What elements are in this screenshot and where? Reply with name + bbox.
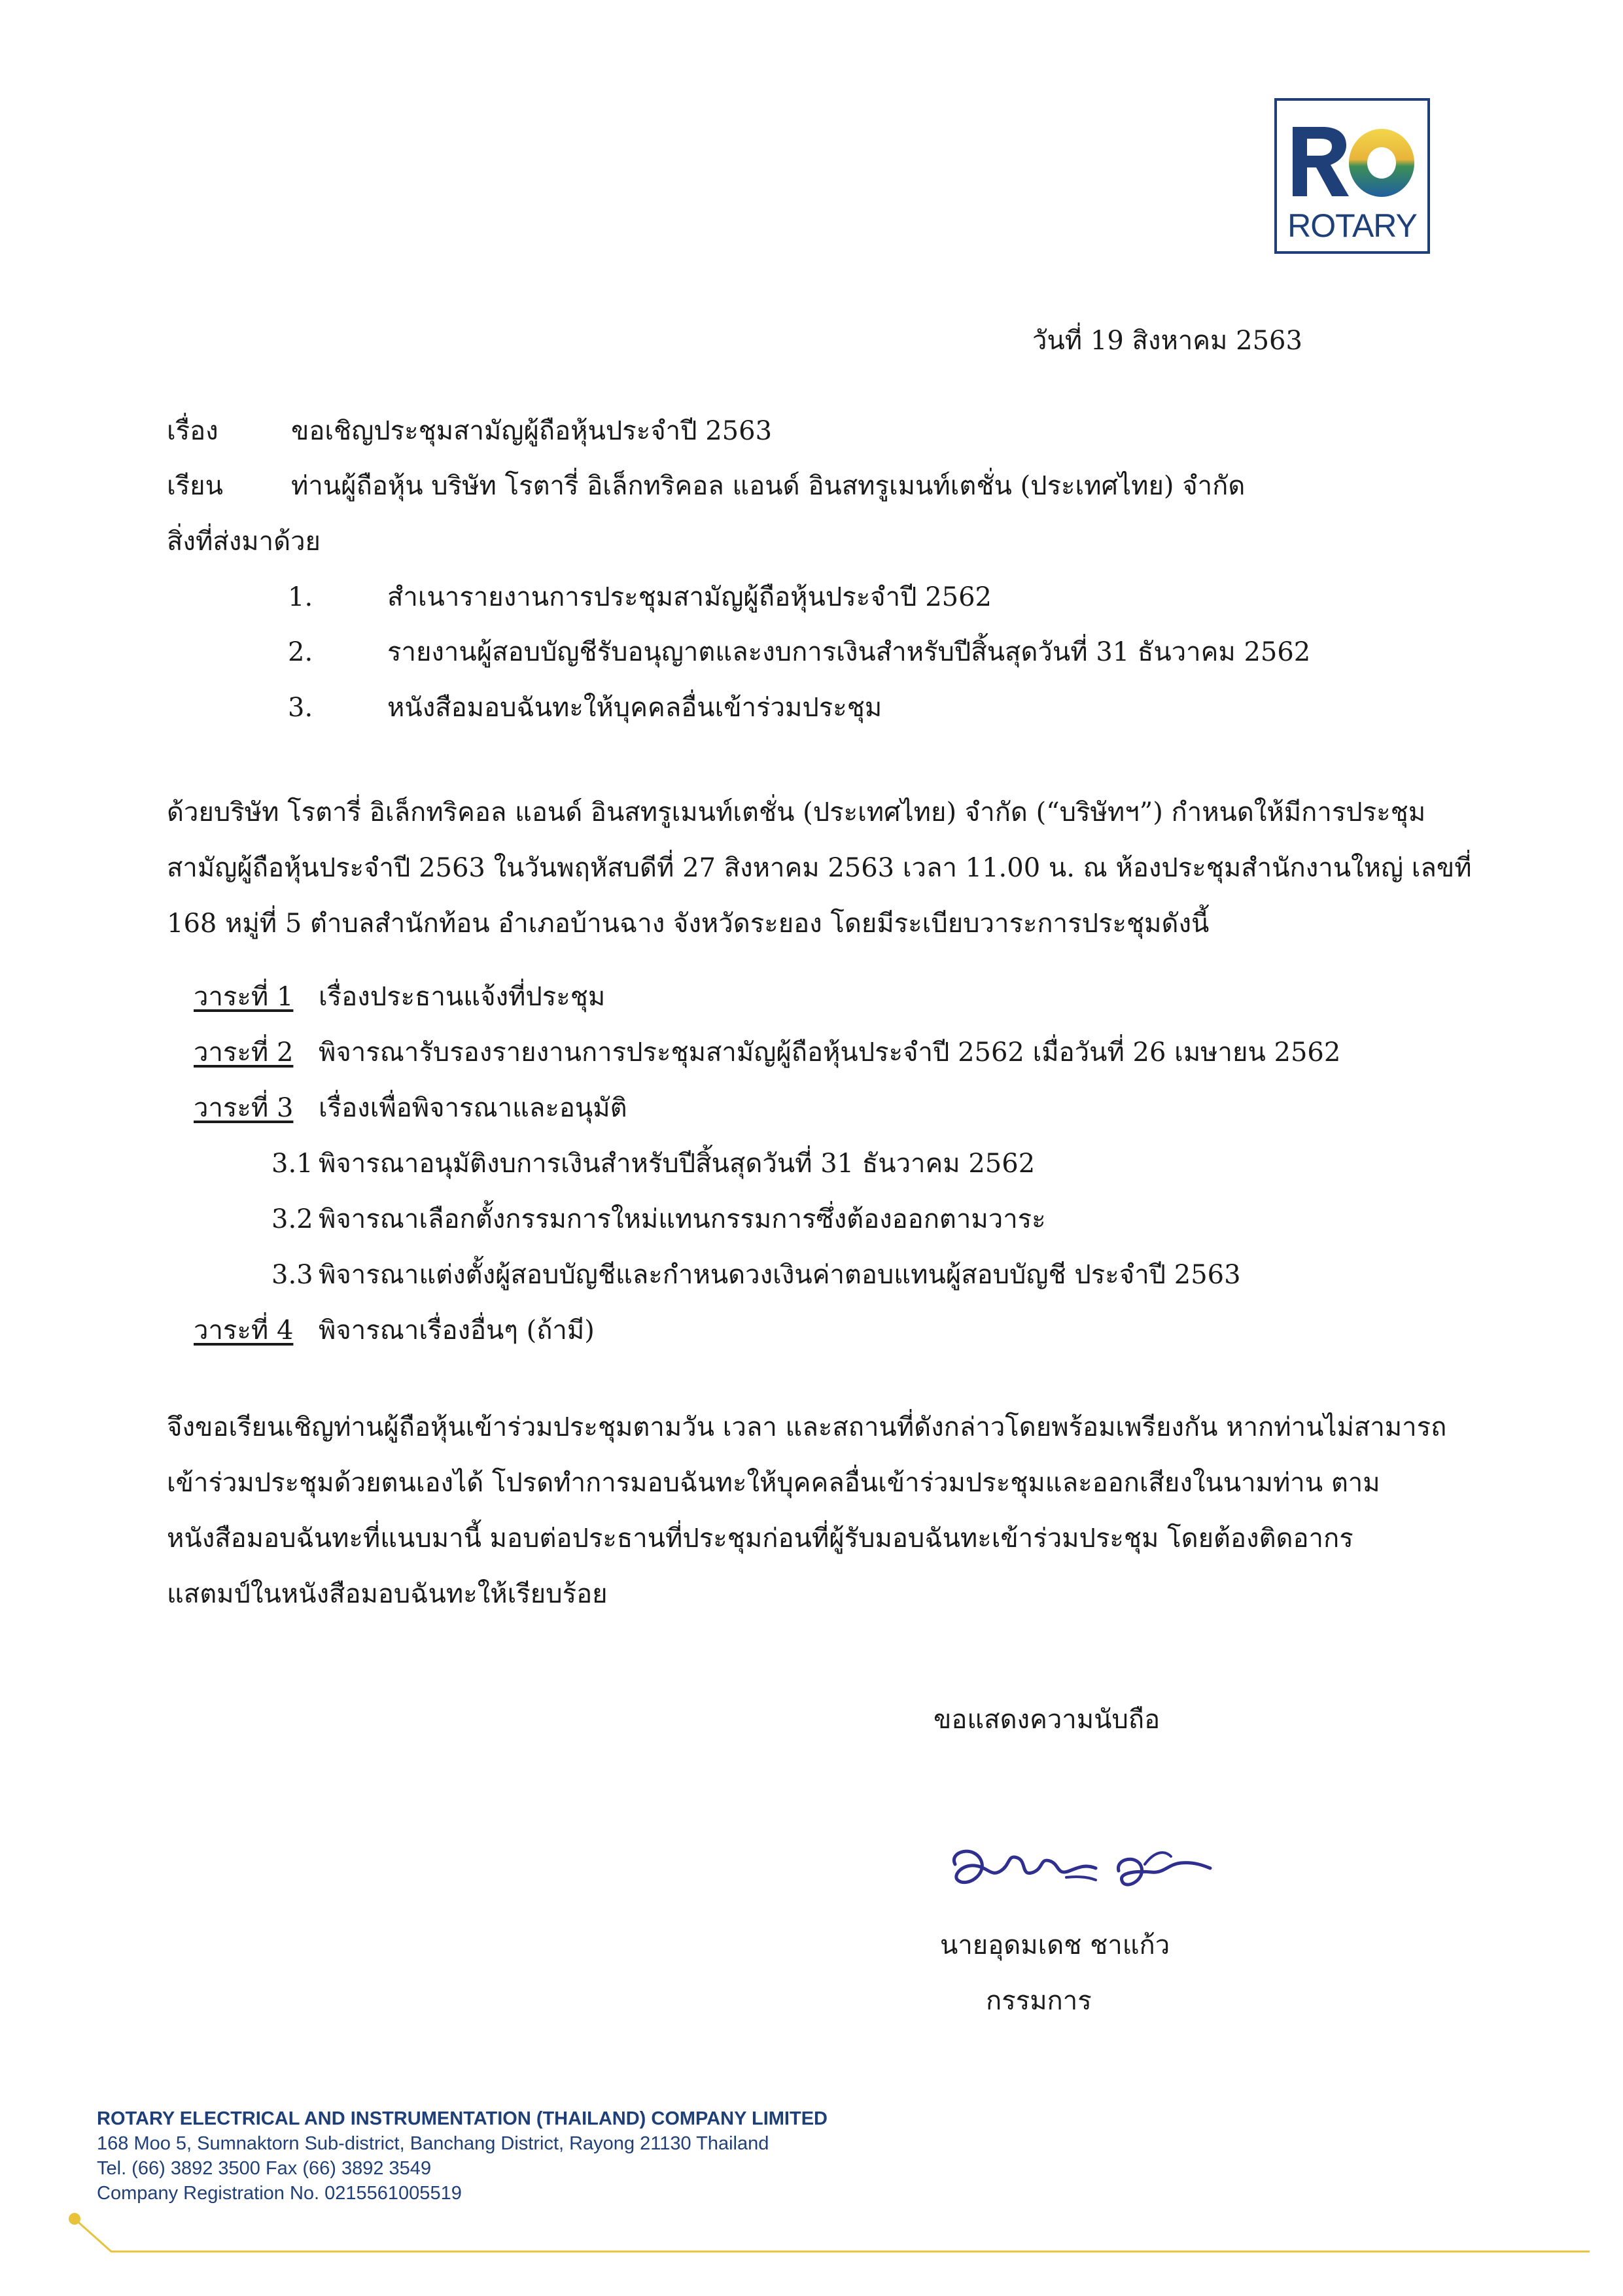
sub-agenda-number: 3.1 (271, 1149, 313, 1179)
agenda-item: พิจารณารับรองรายงานการประชุมสามัญผู้ถือหุ้นประจำปี 2562 เมื่อวันที่ 26 เมษายน 2562 (319, 1037, 1341, 1068)
agenda-label: วาระที่ 2 (194, 1037, 294, 1068)
subject-label: เรื่อง (167, 416, 218, 446)
agenda-label: วาระที่ 1 (194, 982, 294, 1012)
intro-line: 168 หมู่ที่ 5 ตำบลสำนักท้อน อำเภอบ้านฉาง จังหวัดระยอง โดยมีระเบียบวาระการประชุมดังนี้ (167, 909, 1210, 939)
recipient-value: ท่านผู้ถือหุ้น บริษัท โรตารี่ อิเล็กทริคอล แอนด์ อินสทรูเมนท์เตชั่น (ประเทศไทย) จำกัด (291, 471, 1246, 501)
subject-value: ขอเชิญประชุมสามัญผู้ถือหุ้นประจำปี 2563 (291, 416, 773, 446)
footer-address: 168 Moo 5, Sumnaktorn Sub-district, Banchang District, Rayong 21130 Thailand (97, 2133, 769, 2154)
sub-agenda-item: พิจารณาแต่งตั้งผู้สอบบัญชีและกำหนดวงเงินค่าตอบแทนผู้สอบบัญชี ประจำปี 2563 (319, 1260, 1241, 1290)
enclosure-number: 2. (288, 637, 313, 667)
letter-date: วันที่ 19 สิงหาคม 2563 (1032, 326, 1302, 356)
enclosure-item: สำเนารายงานการประชุมสามัญผู้ถือหุ้นประจำปี 2562 (387, 582, 992, 612)
invitation-paragraph (167, 1400, 1446, 1622)
invitation-line: จึงขอเรียนเชิญท่านผู้ถือหุ้นเข้าร่วมประชุมตามวัน เวลา และสถานที่ดังกล่าวโดยพร้อมเพรียงกัน หากท่านไม่สามารถ (167, 1412, 1447, 1442)
signatory-name: นายอุดมเดช ชาแก้ว (940, 1930, 1170, 1960)
footer (97, 2106, 828, 2206)
closing-salutation: ขอแสดงความนับถือ (934, 1705, 1161, 1735)
recipient-label: เรียน (167, 471, 223, 501)
agenda-label: วาระที่ 3 (194, 1093, 294, 1123)
invitation-line: แสตมป์ในหนังสือมอบฉันทะให้เรียบร้อย (167, 1579, 608, 1609)
enclosure-item: รายงานผู้สอบบัญชีรับอนุญาตและงบการเงินสำหรับปีสิ้นสุดวันที่ 31 ธันวาคม 2562 (387, 637, 1311, 667)
agenda-label: วาระที่ 4 (194, 1315, 294, 1346)
logo-wordmark: ROTARY (1287, 207, 1417, 244)
enclosures-label: สิ่งที่ส่งมาด้วย (167, 527, 321, 557)
enclosure-number: 3. (288, 693, 313, 723)
footer-registration: Company Registration No. 0215561005519 (97, 2183, 462, 2204)
sub-agenda-number: 3.3 (271, 1260, 313, 1290)
footer-contact: Tel. (66) 3892 3500 Fax (66) 3892 3549 (97, 2158, 432, 2179)
enclosure-number: 1. (288, 582, 313, 612)
handwritten-signature (929, 1825, 1230, 1917)
footer-company-name: ROTARY ELECTRICAL AND INSTRUMENTATION (THAILAND) COMPANY LIMITED (97, 2108, 828, 2129)
intro-line: ด้วยบริษัท โรตารี่ อิเล็กทริคอล แอนด์ อินสทรูเมนท์เตชั่น (ประเทศไทย) จำกัด (“บริษัทฯ”) กำหนดให้มีการประชุม (167, 797, 1426, 827)
agenda-item: พิจารณาเรื่องอื่นๆ (ถ้ามี) (319, 1315, 595, 1346)
enclosure-item: หนังสือมอบฉันทะให้บุคคลอื่นเข้าร่วมประชุม (387, 693, 882, 723)
sub-agenda-item: พิจารณาเลือกตั้งกรรมการใหม่แทนกรรมการซึ่งต้องออกตามวาระ (319, 1204, 1046, 1234)
invitation-line: หนังสือมอบฉันทะที่แนบมานี้ มอบต่อประธานที่ประชุมก่อนที่ผู้รับมอบฉันทะเข้าร่วมประชุม โดยต้องติดอากร (167, 1523, 1353, 1554)
signatory-title: กรรมการ (986, 1986, 1092, 2016)
intro-paragraph (167, 785, 1472, 952)
sub-agenda-item: พิจารณาอนุมัติงบการเงินสำหรับปีสิ้นสุดวันที่ 31 ธันวาคม 2562 (319, 1149, 1036, 1179)
sub-agenda-number: 3.2 (271, 1204, 313, 1234)
invitation-line: เข้าร่วมประชุมด้วยตนเองได้ โปรดทำการมอบฉันทะให้บุคคลอื่นเข้าร่วมประชุมและออกเสียงในนามท่าน ตาม (167, 1468, 1380, 1498)
agenda-item: เรื่องเพื่อพิจารณาและอนุมัติ (319, 1093, 627, 1123)
agenda-item: เรื่องประธานแจ้งที่ประชุม (319, 982, 606, 1012)
footer-decorative-line (65, 2211, 1596, 2263)
intro-line: สามัญผู้ถือหุ้นประจำปี 2563 ในวันพฤหัสบดีที่ 27 สิงหาคม 2563 เวลา 11.00 น. ณ ห้องประชุมสำนักงานใหญ่ เลขที่ (167, 853, 1472, 883)
rotary-logo (1274, 98, 1430, 254)
